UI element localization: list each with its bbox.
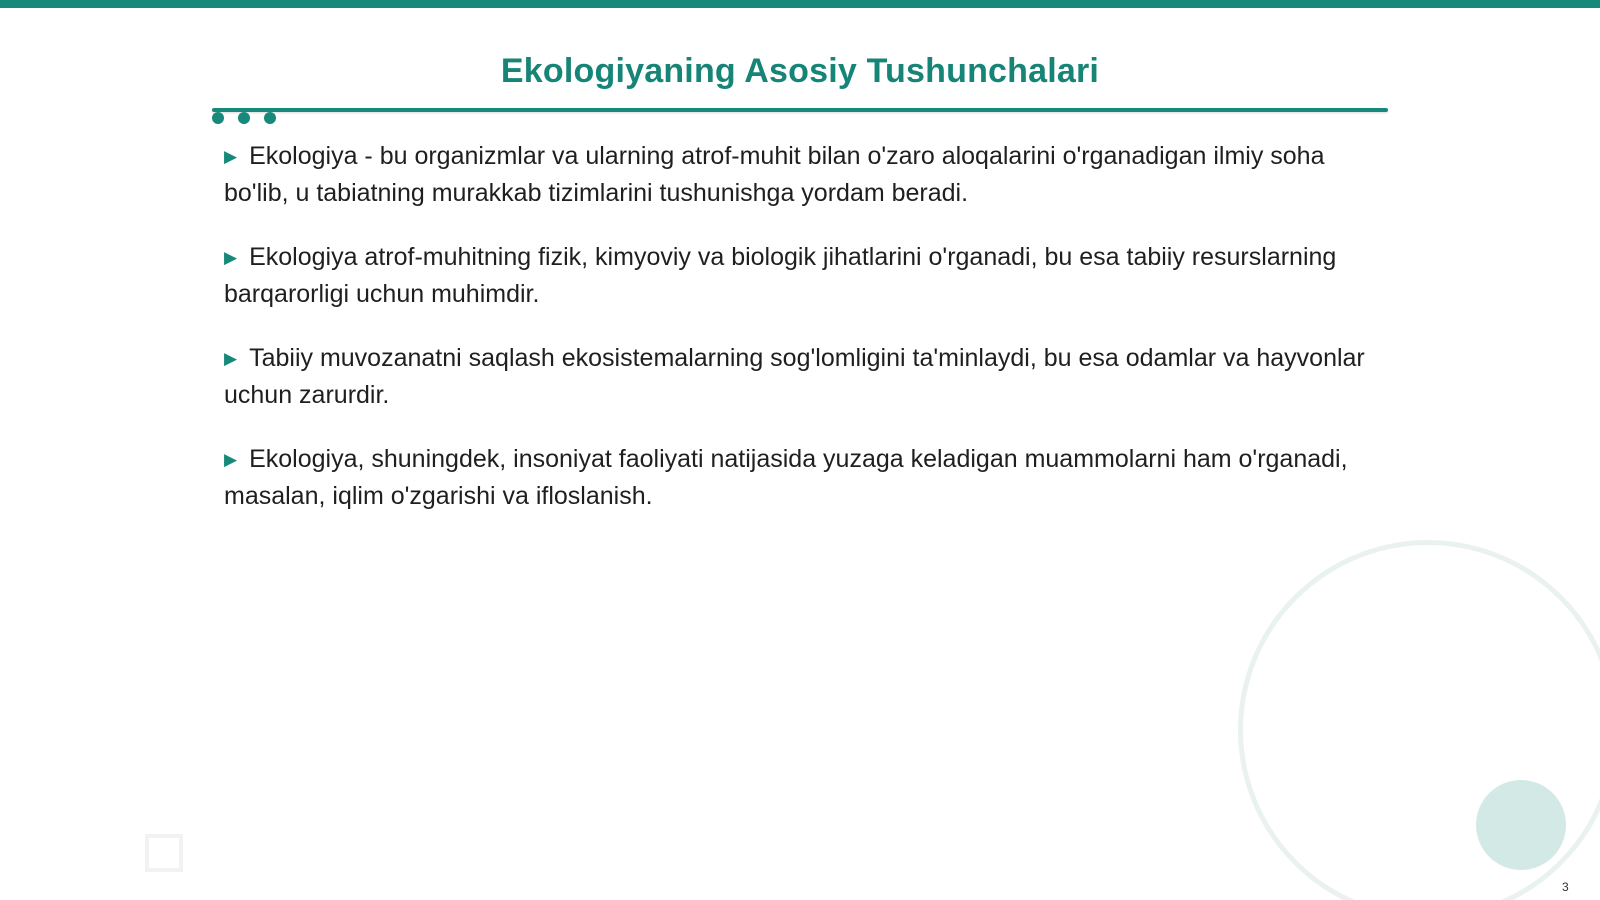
title-underline [212,108,1388,112]
slide-number: 3 [1562,880,1569,894]
bullet-item [224,441,1394,514]
slide-title: Ekologiyaning Asosiy Tushunchalari [500,52,1100,90]
decorative-dot [264,112,276,124]
bullet-text: Ekologiya, shuningdek, insoniyat faoliyati natijasida yuzaga keladigan muammolarni ham o'rganadi, masalan, iqlim o'zgarishi va ifloslanish. [224,445,1348,510]
top-accent-bar [0,0,1600,8]
bullet-list [224,138,1394,542]
bullet-item [224,138,1394,211]
bullet-item [224,340,1394,413]
bullet-arrow-icon: ▶ [224,147,238,166]
bullet-text: Ekologiya - bu organizmlar va ularning atrof-muhit bilan o'zaro aloqalarini o'rganadigan ilmiy soha bo'lib, u tabiatning murakkab tizimlarini tushunishga yordam beradi. [224,142,1325,207]
bullet-arrow-icon: ▶ [224,450,238,469]
bullet-text: Tabiiy muvozanatni saqlash ekosistemalarning sog'lomligini ta'minlaydi, bu esa odamlar va hayvonlar uchun zarurdir. [224,344,1365,409]
bullet-arrow-icon: ▶ [224,248,238,267]
decorative-dot [212,112,224,124]
bullet-item [224,239,1394,312]
bullet-arrow-icon: ▶ [224,349,238,368]
decorative-circle [1476,780,1566,870]
decorative-dot [238,112,250,124]
decorative-square [145,834,183,872]
bullet-text: Ekologiya atrof-muhitning fizik, kimyoviy va biologik jihatlarini o'rganadi, bu esa tabiiy resurslarning barqarorligi uchun muhimdir. [224,243,1337,308]
